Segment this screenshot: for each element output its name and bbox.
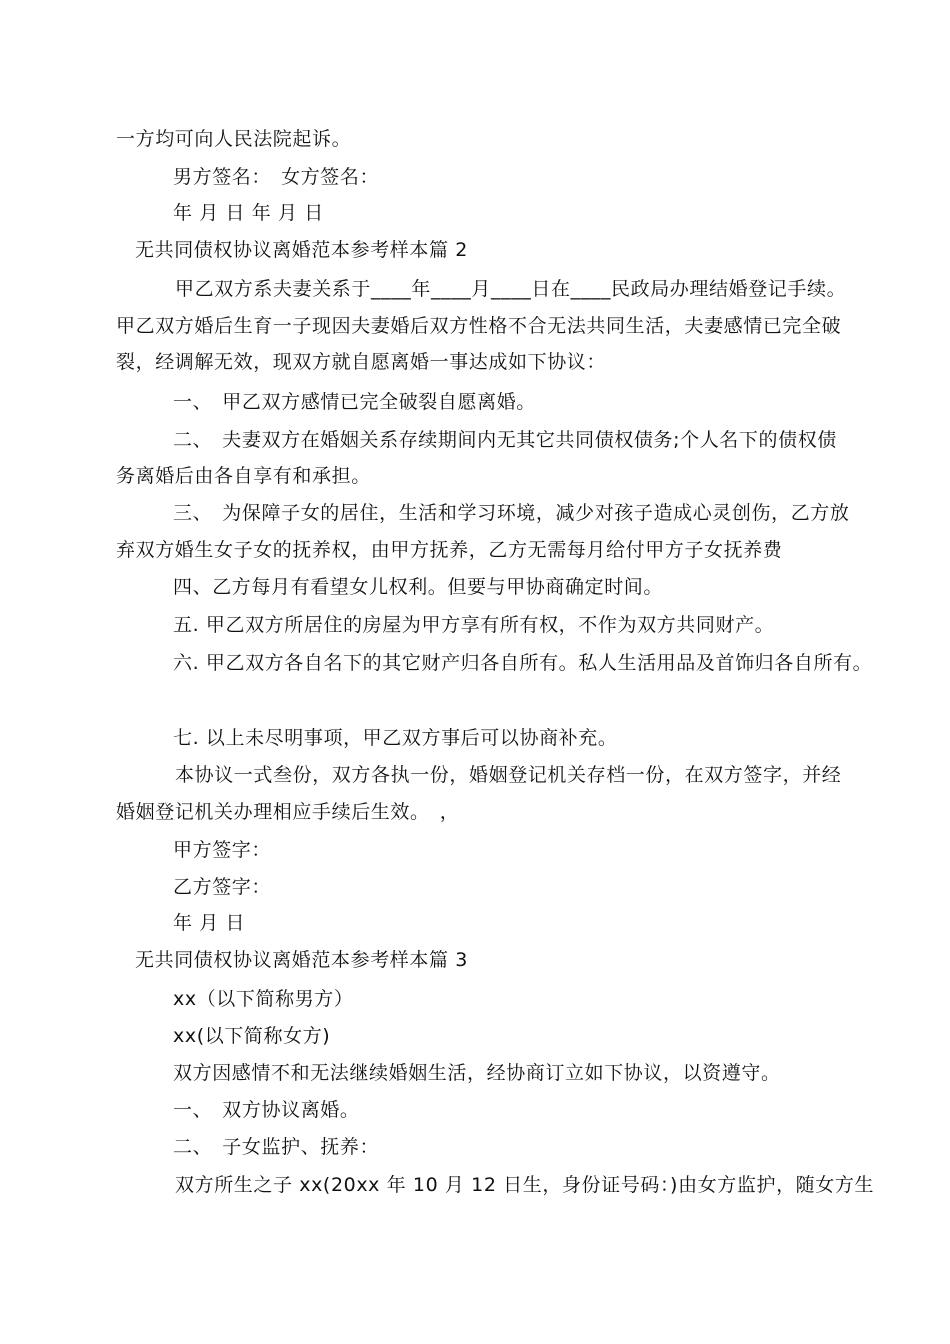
clause-line: 弃双方婚生女子女的抚养权，由甲方抚养，乙方无需每月给付甲方子女抚养费: [116, 539, 783, 561]
clause-line: 一、 双方协议离婚。: [173, 1099, 360, 1121]
party-line: xx（以下简称男方）: [173, 988, 354, 1010]
paragraph-line: 甲乙双方系夫妻关系于____年____月____日在____民政局办理结婚登记手续。: [175, 278, 847, 300]
date-line: 年 月 日: [173, 912, 246, 934]
clause-line: 五. 甲乙双方所居住的房屋为甲方享有所有权，不作为双方共同财产。: [173, 614, 775, 636]
clause-line: 二、 夫妻双方在婚姻关系存续期间内无其它共同债权债务;个人名下的债权债: [173, 429, 837, 451]
paragraph-line: 双方所生之子 xx(20xx 年 10 月 12 日生，身份证号码：)由女方监护，随女方生: [175, 1174, 875, 1196]
clause-line: 四、乙方每月有看望女儿权利。但要与甲协商确定时间。: [173, 576, 664, 598]
section-heading: 无共同债权协议离婚范本参考样本篇 2: [135, 239, 468, 261]
clause-line: 务离婚后由各自享有和承担。: [116, 465, 371, 487]
clause-line: 三、 为保障子女的居住，生活和学习环境，减少对孩子造成心灵创伤，乙方放: [173, 502, 850, 524]
clause-line: 六. 甲乙双方各自名下的其它财产归各自所有。私人生活用品及首饰归各自所有。: [173, 652, 873, 674]
party-line: xx(以下简称女方): [173, 1025, 331, 1047]
paragraph-line: 裂，经调解无效，现双方就自愿离婚一事达成如下协议：: [116, 351, 607, 373]
paragraph-line: 婚姻登记机关办理相应手续后生效。 ，: [116, 801, 460, 823]
date-line: 年 月 日 年 月 日: [173, 202, 324, 224]
paragraph-line: 双方因感情不和无法继续婚姻生活，经协商订立如下协议，以资遵守。: [173, 1062, 781, 1084]
signature-line: 甲方签字：: [173, 839, 272, 861]
text-line: 一方均可向人民法院起诉。: [116, 128, 352, 150]
clause-line: 七. 以上未尽明事项，甲乙双方事后可以协商补充。: [173, 727, 618, 749]
paragraph-line: 甲乙双方婚后生育一子现因夫妻婚后双方性格不合无法共同生活，夫妻感情已完全破: [116, 315, 842, 337]
paragraph-line: 本协议一式叁份，双方各执一份，婚姻登记机关存档一份，在双方签字，并经: [175, 764, 842, 786]
signature-line: 男方签名： 女方签名：: [173, 166, 380, 188]
clause-line: 一、 甲乙双方感情已完全破裂自愿离婚。: [173, 391, 536, 413]
section-heading: 无共同债权协议离婚范本参考样本篇 3: [135, 949, 468, 971]
clause-line: 二、 子女监护、抚养：: [173, 1136, 380, 1158]
signature-line: 乙方签字：: [173, 876, 272, 898]
